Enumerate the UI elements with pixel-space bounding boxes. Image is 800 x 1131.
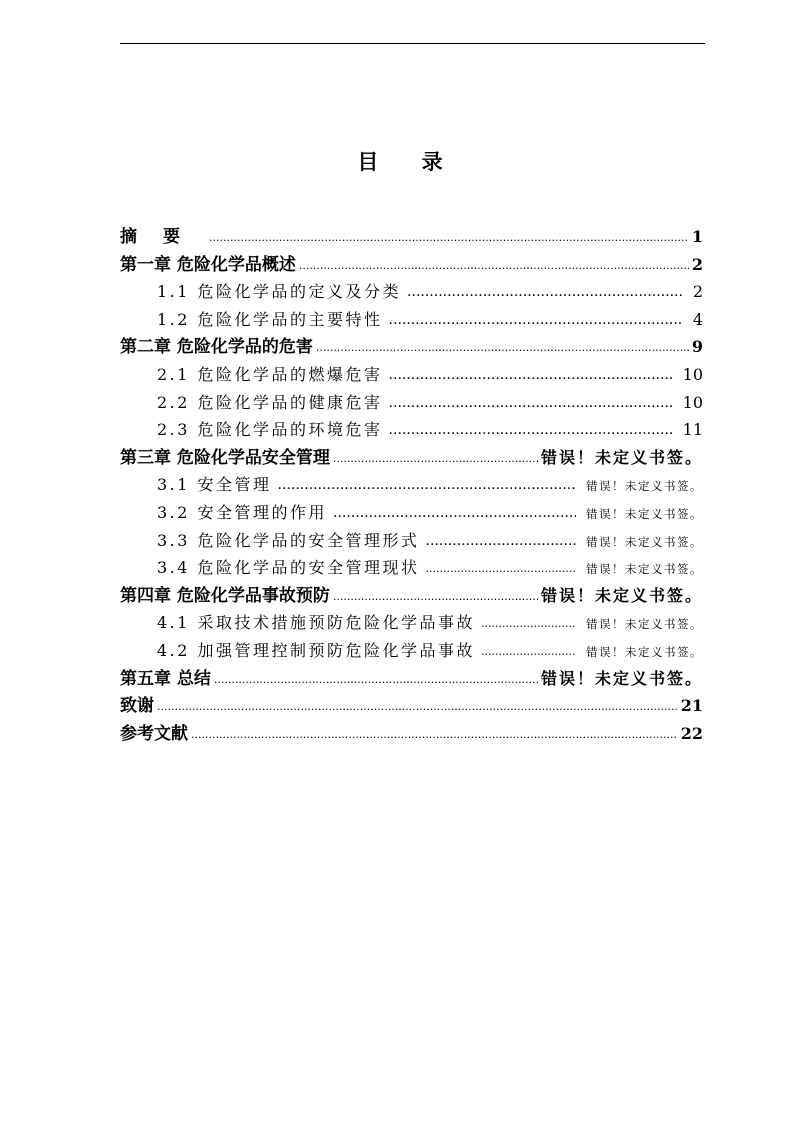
toc-entry-page: 21: [680, 696, 703, 716]
toc-entry-references[interactable]: [120, 720, 703, 748]
toc-entry-label: 1.1 危险化学品的定义及分类: [157, 282, 402, 302]
toc-entry-label: 第一章 危险化学品概述: [120, 254, 296, 275]
toc-entry-page: 4: [692, 309, 703, 329]
toc-entry-page: 2: [692, 282, 703, 302]
toc-entry-section-3-1[interactable]: [120, 471, 703, 499]
toc-entry-label: 第四章 危险化学品事故预防: [120, 585, 330, 606]
dot-leader: [316, 334, 689, 362]
toc-entry-chapter-4[interactable]: [120, 582, 703, 610]
toc-entry-page-error: 错误！未定义书签。: [586, 644, 703, 659]
toc-entry-page-error: 错误！未定义书签。: [540, 585, 703, 605]
dot-leader: [389, 362, 673, 390]
toc-entry-page: 22: [680, 723, 703, 743]
toc-entry-chapter-1[interactable]: [120, 251, 703, 279]
toc-entry-abstract[interactable]: [120, 223, 703, 251]
dot-leader: [278, 472, 576, 500]
toc-entry-page-error: 错误！未定义书签。: [540, 668, 703, 688]
toc-entry-section-1-1[interactable]: [120, 278, 703, 306]
toc-entry-page: 11: [682, 420, 703, 440]
dot-leader: [333, 500, 576, 528]
header-rule: [120, 43, 705, 44]
dot-leader: [209, 224, 689, 252]
toc-entry-page-error: 错误！未定义书签。: [586, 617, 703, 632]
dot-leader: [157, 693, 678, 721]
toc-entry-chapter-5[interactable]: [120, 665, 703, 693]
toc-entry-page: 1: [691, 227, 703, 246]
dot-leader: [481, 638, 576, 666]
page-title: 目 录: [357, 150, 461, 174]
toc-entry-label: 2.1 危险化学品的燃爆危害: [157, 364, 383, 384]
toc-entry-label: 3.2 安全管理的作用: [157, 502, 328, 522]
dot-leader: [481, 610, 576, 638]
toc-entry-label: 第二章 危险化学品的危害: [120, 337, 313, 358]
toc-entry-page-error: 错误！未定义书签。: [586, 479, 703, 494]
toc-entry-section-3-4[interactable]: [120, 554, 703, 582]
dot-leader: [389, 390, 673, 418]
dot-leader: [389, 417, 673, 445]
dot-leader: [214, 666, 538, 694]
toc-entry-label: 2.2 危险化学品的健康危害: [157, 392, 383, 412]
toc-entry-section-2-2[interactable]: [120, 389, 703, 417]
toc-entry-acknowledgements[interactable]: [120, 692, 703, 720]
toc-entry-label: 3.4 危险化学品的安全管理现状: [157, 558, 420, 578]
toc-entry-page: 2: [691, 254, 703, 274]
toc-entry-label: 参考文献: [120, 723, 188, 744]
toc-entry-page-error: 错误！未定义书签。: [586, 506, 703, 521]
dot-leader: [299, 252, 689, 280]
dot-leader: [333, 583, 538, 611]
toc-entry-label: 3.3 危险化学品的安全管理形式: [157, 530, 420, 550]
toc-entry-label: 1.2 危险化学品的主要特性: [157, 309, 383, 329]
toc-entry-label: 2.3 危险化学品的环境危害: [157, 420, 383, 440]
toc-entry-page-error: 错误！未定义书签。: [540, 447, 703, 467]
toc-entry-chapter-3[interactable]: [120, 444, 703, 472]
toc-entry-section-2-1[interactable]: [120, 361, 703, 389]
toc-entry-label: 4.2 加强管理控制预防危险化学品事故: [157, 640, 476, 660]
toc-entry-label: 摘要: [120, 227, 206, 247]
dot-leader: [191, 721, 678, 749]
toc-entry-page: 9: [691, 337, 703, 357]
dot-leader: [426, 555, 576, 583]
toc-entry-section-4-1[interactable]: [120, 609, 703, 637]
toc-entry-page: 10: [682, 364, 703, 384]
toc-entry-chapter-2[interactable]: [120, 333, 703, 361]
toc-entry-section-2-3[interactable]: [120, 416, 703, 444]
dot-leader: [389, 307, 683, 335]
toc-entry-section-3-2[interactable]: [120, 499, 703, 527]
table-of-contents: [120, 223, 703, 747]
toc-entry-page-error: 错误！未定义书签。: [586, 562, 703, 577]
toc-entry-label: 致谢: [120, 696, 154, 717]
toc-entry-page-error: 错误！未定义书签。: [586, 534, 703, 549]
toc-entry-label: 3.1 安全管理: [157, 475, 272, 495]
dot-leader: [333, 445, 538, 473]
toc-entry-label: 4.1 采取技术措施预防危险化学品事故: [157, 613, 476, 633]
dot-leader: [407, 279, 683, 307]
toc-entry-section-1-2[interactable]: [120, 306, 703, 334]
toc-entry-section-3-3[interactable]: [120, 527, 703, 555]
toc-entry-label: 第五章 总结: [120, 668, 211, 689]
toc-entry-page: 10: [682, 392, 703, 412]
toc-entry-section-4-2[interactable]: [120, 637, 703, 665]
dot-leader: [426, 528, 576, 556]
toc-entry-label: 第三章 危险化学品安全管理: [120, 447, 330, 468]
